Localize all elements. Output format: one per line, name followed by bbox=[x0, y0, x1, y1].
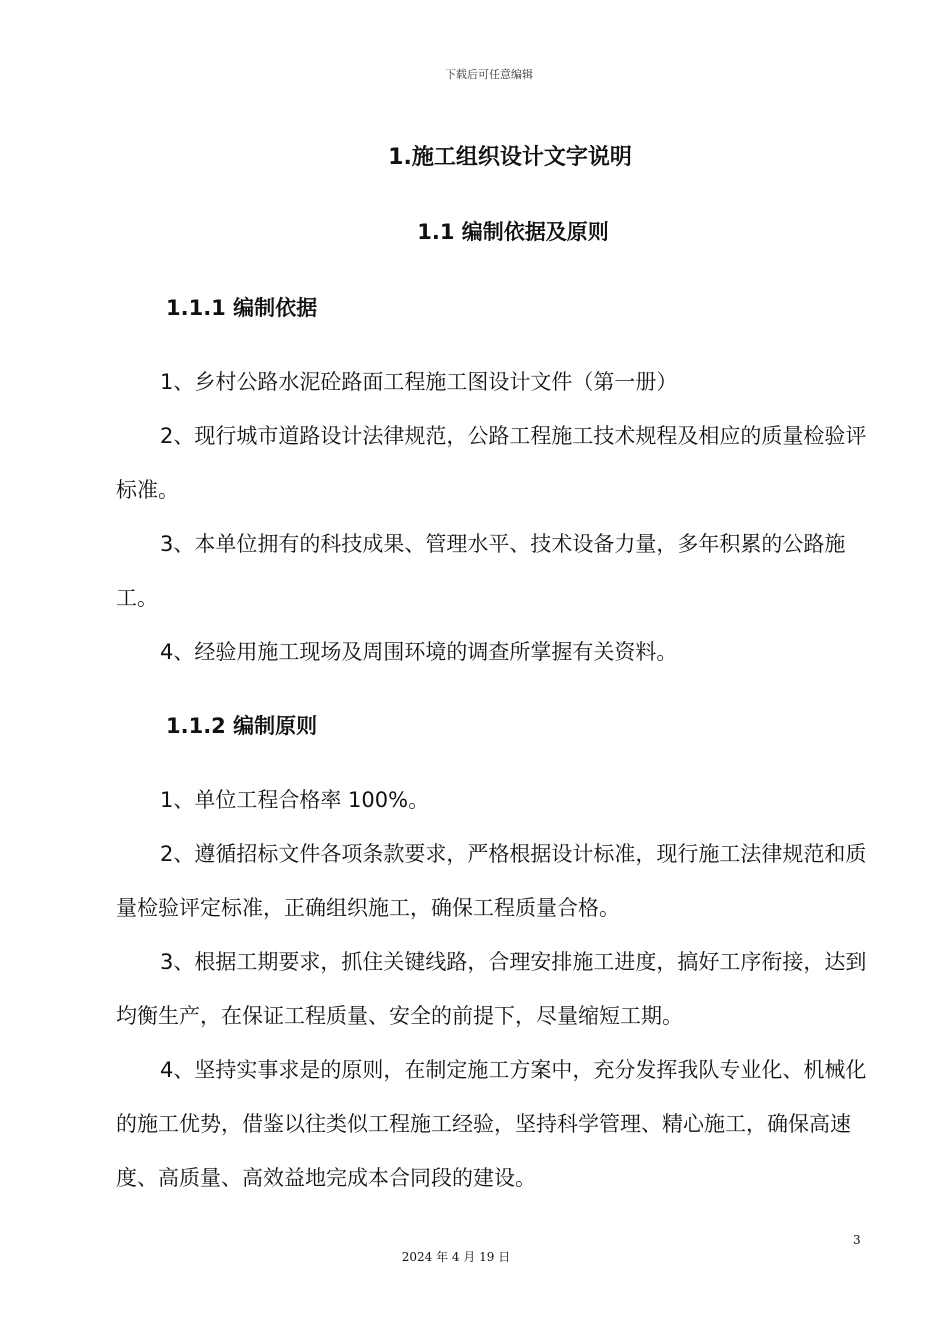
document-title: 1.施工组织设计文字说明 bbox=[388, 145, 632, 170]
principle-item-1: 1、单位工程合格率 100%。 bbox=[160, 788, 430, 812]
subsection-title-principles: 1.1.2 编制原则 bbox=[166, 714, 318, 738]
basis-item-2: 2、现行城市道路设计法律规范，公路工程施工技术规程及相应的质量检验评标准。 bbox=[116, 424, 867, 502]
subsection-title-basis: 1.1.1 编制依据 bbox=[166, 296, 318, 320]
principle-item-3: 3、根据工期要求，抓住关键线路，合理安排施工进度，搞好工序衔接，达到均衡生产，在保证工程质量、安全的前提下，尽量缩短工期。 bbox=[116, 950, 867, 1028]
page-number: 3 bbox=[853, 1233, 861, 1247]
footer-date: 2024 年 4 月 19 日 bbox=[401, 1250, 511, 1264]
basis-item-4: 4、经验用施工现场及周围环境的调查所掌握有关资料。 bbox=[160, 640, 678, 664]
page-header-note: 下载后可任意编辑 bbox=[445, 68, 533, 81]
basis-item-3: 3、本单位拥有的科技成果、管理水平、技术设备力量，多年积累的公路施工。 bbox=[116, 532, 846, 610]
basis-item-1: 1、乡村公路水泥砼路面工程施工图设计文件（第一册） bbox=[160, 370, 678, 394]
principle-item-2: 2、遵循招标文件各项条款要求，严格根据设计标准，现行施工法律规范和质量检验评定标准，正确组织施工，确保工程质量合格。 bbox=[116, 842, 867, 920]
principle-item-4: 4、坚持实事求是的原则，在制定施工方案中，充分发挥我队专业化、机械化的施工优势，借鉴以往类似工程施工经验，坚持科学管理、精心施工，确保高速度、高质量、高效益地完成本合同段的建设。 bbox=[116, 1058, 867, 1190]
section-title: 1.1 编制依据及原则 bbox=[417, 220, 609, 244]
